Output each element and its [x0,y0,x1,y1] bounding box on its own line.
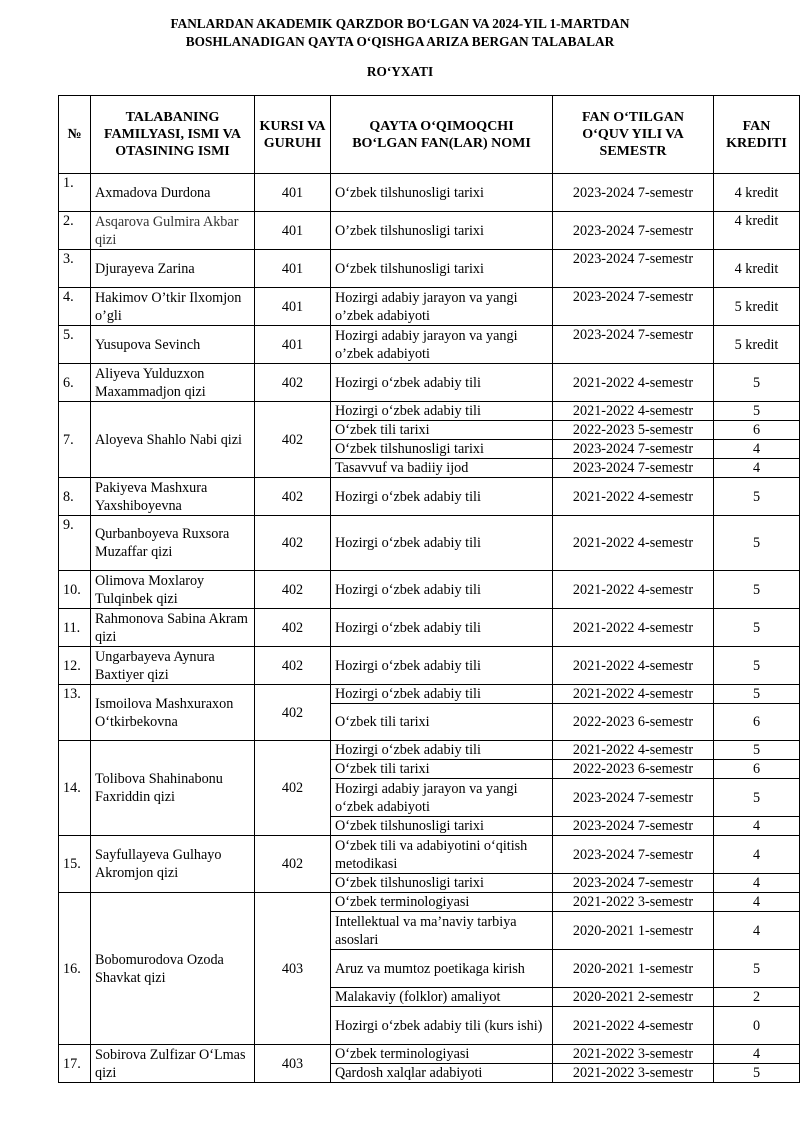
subject-name: O‘zbek tili tarixi [331,760,553,779]
table-row [59,685,800,704]
row-number: 1. [59,174,91,212]
course-group: 402 [255,402,331,478]
course-group: 401 [255,250,331,288]
year-semester: 2021-2022 4-semestr [553,685,714,704]
table-row [59,174,800,212]
subject-name: O‘zbek terminologiyasi [331,893,553,912]
row-number: 16. [59,893,91,1045]
credit-value: 5 [714,647,800,685]
course-group: 402 [255,836,331,893]
subject-name: Hozirgi o‘zbek adabiy tili [331,516,553,571]
subject-name: Hozirgi o‘zbek adabiy tili (kurs ishi) [331,1007,553,1045]
credit-value: 6 [714,760,800,779]
student-name: Bobomurodova Ozoda Shavkat qizi [91,893,255,1045]
table-row [59,326,800,364]
year-semester: 2022-2023 5-semestr [553,421,714,440]
table-row [59,571,800,609]
year-semester: 2021-2022 4-semestr [553,1007,714,1045]
row-number: 11. [59,609,91,647]
subject-name: O’zbek tilshunosligi tarixi [331,212,553,250]
header-student-name: TALABANING FAMILYASI, ISMI VA OTASINING ISMI [91,96,255,174]
table-row [59,836,800,874]
course-group: 401 [255,326,331,364]
students-table [58,95,800,1083]
student-name: Rahmonova Sabina Akram qizi [91,609,255,647]
row-number: 15. [59,836,91,893]
subject-name: Intellektual va ma’naviy tarbiya asoslari [331,912,553,950]
student-name: Ungarbayeva Aynura Baxtiyer qizi [91,647,255,685]
student-name: Aloyeva Shahlo Nabi qizi [91,402,255,478]
credit-value: 6 [714,704,800,741]
year-semester: 2021-2022 4-semestr [553,516,714,571]
credit-value: 5 [714,478,800,516]
student-name: Tolibova Shahinabonu Faxriddin qizi [91,741,255,836]
row-number: 10. [59,571,91,609]
credit-value: 4 [714,440,800,459]
subject-name: Malakaviy (folklor) amaliyot [331,988,553,1007]
course-group: 403 [255,893,331,1045]
course-group: 402 [255,478,331,516]
subject-name: Hozirgi o‘zbek adabiy tili [331,402,553,421]
credit-value: 4 kredit [714,212,800,250]
credit-value: 2 [714,988,800,1007]
credit-value: 5 [714,364,800,402]
header-credit: FAN KREDITI [714,96,800,174]
document-title-line-1: FANLARDAN AKADEMIK QARZDOR BO‘LGAN VA 2024-YIL 1-MARTDAN [170,16,630,31]
year-semester: 2021-2022 3-semestr [553,1064,714,1083]
student-name: Hakimov O’tkir Ilxomjon o’gli [91,288,255,326]
course-group: 401 [255,288,331,326]
credit-value: 5 [714,402,800,421]
year-semester: 2023-2024 7-semestr [553,459,714,478]
credit-value: 4 kredit [714,250,800,288]
table-row [59,1045,800,1064]
table-row [59,893,800,912]
subject-name: Hozirgi adabiy jarayon va yangi o’zbek adabiyoti [331,288,553,326]
subject-name: Hozirgi o‘zbek adabiy tili [331,647,553,685]
year-semester: 2023-2024 7-semestr [553,174,714,212]
subject-name: Aruz va mumtoz poetikaga kirish [331,950,553,988]
table-row [59,212,800,250]
subject-name: Hozirgi o‘zbek adabiy tili [331,571,553,609]
row-number: 5. [59,326,91,364]
table-row [59,478,800,516]
credit-value: 5 kredit [714,326,800,364]
year-semester: 2023-2024 7-semestr [553,250,714,288]
year-semester: 2020-2021 1-semestr [553,912,714,950]
subject-name: Tasavvuf va badiiy ijod [331,459,553,478]
year-semester: 2021-2022 4-semestr [553,571,714,609]
credit-value: 4 [714,874,800,893]
subject-name: O‘zbek tilshunosligi tarixi [331,817,553,836]
subject-name: O‘zbek tilshunosligi tarixi [331,440,553,459]
header-course-group: KURSI VA GURUHI [255,96,331,174]
year-semester: 2021-2022 3-semestr [553,893,714,912]
course-group: 402 [255,364,331,402]
table-row [59,250,800,288]
credit-value: 5 [714,1064,800,1083]
student-name: Asqarova Gulmira Akbar qizi [91,212,255,250]
row-number: 6. [59,364,91,402]
year-semester: 2023-2024 7-semestr [553,326,714,364]
subject-name: O‘zbek tili tarixi [331,421,553,440]
subject-name: Hozirgi adabiy jarayon va yangi o‘zbek adabiyoti [331,779,553,817]
credit-value: 4 [714,459,800,478]
credit-value: 4 [714,912,800,950]
course-group: 403 [255,1045,331,1083]
year-semester: 2023-2024 7-semestr [553,836,714,874]
table-row [59,741,800,760]
row-number: 7. [59,402,91,478]
course-group: 402 [255,741,331,836]
credit-value: 5 [714,571,800,609]
credit-value: 4 [714,893,800,912]
student-name: Qurbanboyeva Ruxsora Muzaffar qizi [91,516,255,571]
student-name: Yusupova Sevinch [91,326,255,364]
year-semester: 2020-2021 1-semestr [553,950,714,988]
student-name: Ismoilova Mashxuraxon O‘tkirbekovna [91,685,255,741]
credit-value: 5 [714,685,800,704]
year-semester: 2021-2022 4-semestr [553,478,714,516]
credit-value: 0 [714,1007,800,1045]
credit-value: 6 [714,421,800,440]
row-number: 17. [59,1045,91,1083]
subject-name: O‘zbek tilshunosligi tarixi [331,250,553,288]
credit-value: 4 [714,1045,800,1064]
year-semester: 2021-2022 4-semestr [553,609,714,647]
table-row [59,609,800,647]
subject-name: Hozirgi o‘zbek adabiy tili [331,364,553,402]
row-number: 13. [59,685,91,741]
year-semester: 2023-2024 7-semestr [553,440,714,459]
year-semester: 2023-2024 7-semestr [553,874,714,893]
row-number: 4. [59,288,91,326]
course-group: 401 [255,212,331,250]
row-number: 14. [59,741,91,836]
subject-name: O‘zbek terminologiyasi [331,1045,553,1064]
year-semester: 2020-2021 2-semestr [553,988,714,1007]
year-semester: 2022-2023 6-semestr [553,760,714,779]
year-semester: 2022-2023 6-semestr [553,704,714,741]
row-number: 9. [59,516,91,571]
table-row [59,364,800,402]
credit-value: 4 kredit [714,174,800,212]
subject-name: Hozirgi o‘zbek adabiy tili [331,685,553,704]
subject-name: Qardosh xalqlar adabiyoti [331,1064,553,1083]
header-subject: QAYTA O‘QIMOQCHI BO‘LGAN FAN(LAR) NOMI [331,96,553,174]
header-year-semester: FAN O‘TILGAN O‘QUV YILI VA SEMESTR [553,96,714,174]
table-header-row [59,96,800,174]
table-row [59,402,800,421]
student-name: Pakiyeva Mashxura Yaxshiboyevna [91,478,255,516]
student-name: Axmadova Durdona [91,174,255,212]
row-number: 8. [59,478,91,516]
student-name: Olimova Moxlaroy Tulqinbek qizi [91,571,255,609]
credit-value: 5 [714,950,800,988]
row-number: 12. [59,647,91,685]
credit-value: 5 kredit [714,288,800,326]
table-body [59,174,800,1083]
year-semester: 2023-2024 7-semestr [553,817,714,836]
subject-name: O‘zbek tili va adabiyotini o‘qitish metodikasi [331,836,553,874]
subject-name: Hozirgi o‘zbek adabiy tili [331,478,553,516]
year-semester: 2021-2022 4-semestr [553,364,714,402]
subject-name: Hozirgi o‘zbek adabiy tili [331,741,553,760]
course-group: 402 [255,516,331,571]
credit-value: 5 [714,516,800,571]
year-semester: 2023-2024 7-semestr [553,779,714,817]
credit-value: 4 [714,836,800,874]
year-semester: 2023-2024 7-semestr [553,288,714,326]
credit-value: 5 [714,741,800,760]
course-group: 402 [255,647,331,685]
table-row [59,288,800,326]
table-row [59,647,800,685]
credit-value: 5 [714,609,800,647]
course-group: 402 [255,571,331,609]
subject-name: O‘zbek tili tarixi [331,704,553,741]
document-title-line-3: RO‘YXATI [366,64,434,79]
year-semester: 2021-2022 3-semestr [553,1045,714,1064]
student-name: Sayfullayeva Gulhayo Akromjon qizi [91,836,255,893]
year-semester: 2021-2022 4-semestr [553,647,714,685]
row-number: 2. [59,212,91,250]
course-group: 402 [255,685,331,741]
document-title-line-2: BOSHLANADIGAN QAYTA O‘QISHGA ARIZA BERGAN TALABALAR [185,34,615,49]
subject-name: O‘zbek tilshunosligi tarixi [331,874,553,893]
subject-name: O‘zbek tilshunosligi tarixi [331,174,553,212]
year-semester: 2021-2022 4-semestr [553,402,714,421]
subject-name: Hozirgi adabiy jarayon va yangi o’zbek adabiyoti [331,326,553,364]
student-name: Sobirova Zulfizar O‘Lmas qizi [91,1045,255,1083]
year-semester: 2023-2024 7-semestr [553,212,714,250]
student-name: Aliyeva Yulduzxon Maxammadjon qizi [91,364,255,402]
row-number: 3. [59,250,91,288]
credit-value: 5 [714,779,800,817]
year-semester: 2021-2022 4-semestr [553,741,714,760]
credit-value: 4 [714,817,800,836]
table-row [59,516,800,571]
subject-name: Hozirgi o‘zbek adabiy tili [331,609,553,647]
course-group: 401 [255,174,331,212]
course-group: 402 [255,609,331,647]
student-name: Djurayeva Zarina [91,250,255,288]
header-number: № [59,96,91,174]
